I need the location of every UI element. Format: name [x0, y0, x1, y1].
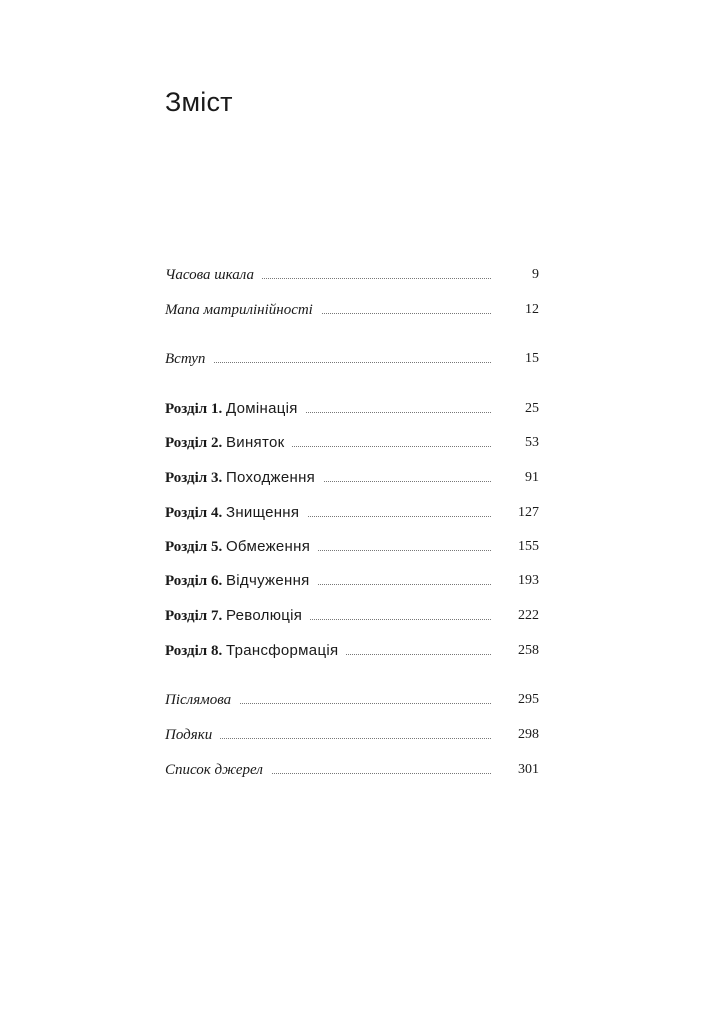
chapter-number: Розділ 6.: [165, 573, 223, 589]
toc-entry-chapter-2[interactable]: [165, 431, 539, 455]
toc-entry-chapter-6[interactable]: [165, 569, 539, 593]
toc-entry-label: [165, 431, 292, 455]
page-title: Зміст: [165, 87, 233, 117]
toc-entry-label: [165, 466, 323, 490]
toc-page-number: 298: [518, 727, 539, 742]
toc-entry-chapter-1[interactable]: [165, 397, 539, 421]
toc-entry-timeline[interactable]: [165, 263, 539, 287]
chapter-title: Відчуження: [225, 572, 310, 589]
toc-entry-label: Список джерел: [165, 758, 271, 782]
toc-page-number: 193: [518, 573, 539, 588]
toc-entry-matrilineality-map[interactable]: [165, 298, 539, 322]
toc-entry-label: [165, 569, 318, 593]
toc-page-number: 15: [525, 351, 539, 366]
toc-entry-label: Мапа матрилінійності: [165, 298, 321, 322]
toc-page-number: 258: [518, 643, 539, 658]
chapter-title: Домінація: [225, 400, 298, 417]
toc-page-number: 25: [525, 401, 539, 416]
toc-page-number: 295: [518, 692, 539, 707]
toc-entry-label: Післямова: [165, 688, 239, 712]
toc-page-number: 53: [525, 435, 539, 450]
toc-entry-introduction[interactable]: [165, 347, 539, 371]
toc-entry-label: [165, 397, 306, 421]
chapter-number: Розділ 4.: [165, 505, 223, 521]
toc-entry-afterword[interactable]: [165, 688, 539, 712]
toc-entry-label: Вступ: [165, 347, 213, 371]
chapter-number: Розділ 3.: [165, 470, 223, 486]
toc-page-number: 222: [518, 608, 539, 623]
toc-page-number: 301: [518, 762, 539, 777]
toc-entry-chapter-7[interactable]: [165, 604, 539, 628]
chapter-number: Розділ 7.: [165, 608, 223, 624]
toc-entry-label: Часова шкала: [165, 263, 262, 287]
table-of-contents: [165, 0, 539, 1024]
toc-page-number: 127: [518, 505, 539, 520]
toc-entry-bibliography[interactable]: [165, 758, 539, 782]
dot-leader: [165, 362, 491, 363]
chapter-title: Виняток: [225, 434, 285, 451]
toc-entry-label: [165, 501, 307, 525]
toc-entry-label: [165, 604, 310, 628]
toc-entry-chapter-5[interactable]: [165, 535, 539, 559]
chapter-title: Обмеження: [225, 538, 311, 555]
chapter-title: Походження: [225, 469, 316, 486]
toc-page-number: 12: [525, 302, 539, 317]
toc-entry-chapter-8[interactable]: [165, 639, 539, 663]
chapter-number: Розділ 8.: [165, 643, 223, 659]
chapter-title: Трансформація: [225, 642, 339, 659]
chapter-title: Знищення: [225, 504, 300, 521]
toc-entry-chapter-3[interactable]: [165, 466, 539, 490]
toc-page-number: 155: [518, 539, 539, 554]
toc-page-number: 91: [525, 470, 539, 485]
chapter-number: Розділ 1.: [165, 401, 223, 417]
chapter-number: Розділ 5.: [165, 539, 223, 555]
toc-entry-acknowledgements[interactable]: [165, 723, 539, 747]
chapter-number: Розділ 2.: [165, 435, 223, 451]
toc-entry-label: Подяки: [165, 723, 220, 747]
toc-entry-label: [165, 535, 318, 559]
toc-entry-chapter-4[interactable]: [165, 501, 539, 525]
toc-page-number: 9: [532, 267, 539, 282]
chapter-title: Революція: [225, 607, 303, 624]
toc-entry-label: [165, 639, 346, 663]
